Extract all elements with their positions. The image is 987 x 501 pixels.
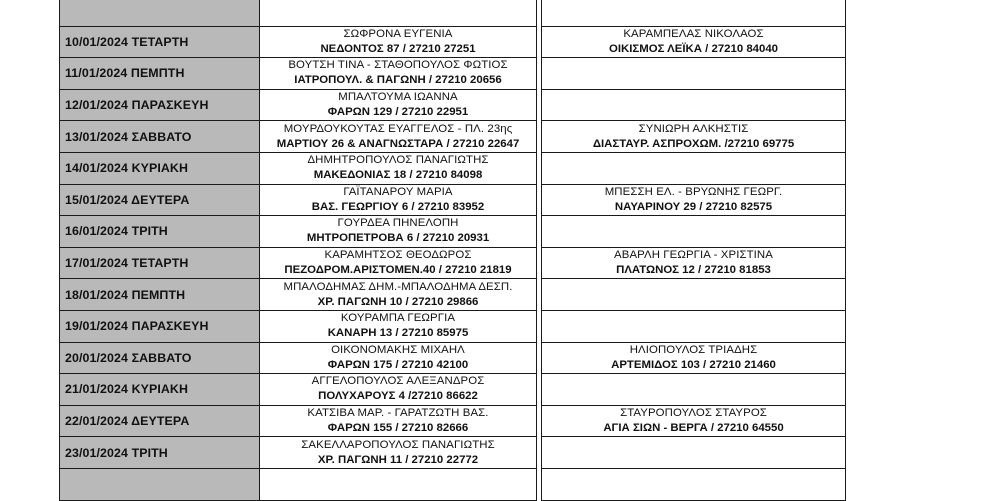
table-row (60, 468, 846, 500)
pharmacy-primary-name: ΓΟΥΡΔΕΑ ΠΗΝΕΛΟΠΗ (337, 217, 459, 230)
duty-date: 22/01/2024 (65, 414, 129, 429)
duty-weekday: ΣΑΒΒΑΤΟ (131, 350, 192, 365)
duty-date-cell (60, 216, 260, 248)
duty-date-cell (60, 310, 260, 342)
pharmacy-primary-name: ΑΓΓΕΛΟΠΟΥΛΟΣ ΑΛΕΞΑΝΔΡΟΣ (311, 375, 485, 388)
duty-date-cell (60, 26, 260, 58)
pharmacy-secondary-cell (542, 26, 846, 58)
duty-weekday: ΚΥΡΙΑΚΗ (131, 161, 189, 176)
pharmacy-secondary-cell (542, 468, 846, 500)
table-row (60, 279, 846, 311)
duty-date: 23/01/2024 (65, 445, 129, 460)
duty-date-cell (60, 184, 260, 216)
pharmacy-primary-address: ΠΟΛΥΧΑΡΟΥΣ 4 /27210 86622 (318, 390, 478, 403)
duty-date-cell (60, 342, 260, 374)
pharmacy-secondary-address: ΠΛΑΤΩΝΟΣ 12 / 27210 81853 (616, 264, 771, 277)
pharmacy-secondary-name: ΑΒΑΡΛΗ ΓΕΩΡΓΙΑ - ΧΡΙΣΤΙΝΑ (614, 249, 773, 262)
table-row (60, 342, 846, 374)
pharmacy-secondary-cell (542, 310, 846, 342)
pharmacy-secondary-name: ΗΛΙΟΠΟΥΛΟΣ ΤΡΙΑΔΗΣ (629, 343, 758, 356)
duty-weekday: ΠΑΡΑΣΚΕΥΗ (131, 98, 209, 113)
pharmacy-secondary-cell (542, 216, 846, 248)
duty-weekday: ΠΑΡΑΣΚΕΥΗ (131, 319, 209, 334)
pharmacy-primary-name: ΚΑΡΑΜΗΤΣΟΣ ΘΕΟΔΩΡΟΣ (324, 249, 472, 262)
pharmacy-primary-address: ΜΗΤΡΟΠΕΤΡΟΒΑ 6 / 27210 20931 (306, 232, 490, 245)
pharmacy-primary-name: ΚΟΥΡΑΜΠΑ ΓΕΩΡΓΙΑ (340, 312, 456, 325)
pharmacy-secondary-address: ΔΙΑΣΤΑΥΡ. ΑΣΠΡΟΧΩΜ. /27210 69775 (592, 137, 795, 150)
pharmacy-primary-address: ΧΡ. ΠΑΓΩΝΗ 10 / 27210 29866 (317, 295, 479, 308)
pharmacy-primary-address: ΜΑΚΕΔΟΝΙΑΣ 18 / 27210 84098 (313, 169, 483, 182)
duty-date-cell (60, 152, 260, 184)
duty-date: 18/01/2024 (65, 287, 129, 302)
table-row (60, 152, 846, 184)
pharmacy-primary-cell (260, 216, 537, 248)
duty-date: 19/01/2024 (65, 319, 129, 334)
duty-date: 17/01/2024 (65, 256, 129, 271)
pharmacy-primary-name: ΜΠΑΛΟΔΗΜΑΣ ΔΗΜ.-ΜΠΑΛΟΔΗΜΑ ΔΕΣΠ. (283, 280, 513, 293)
pharmacy-secondary-cell (542, 89, 846, 121)
pharmacy-primary-name: ΜΟΥΡΔΟΥΚΟΥΤΑΣ ΕΥΑΓΓΕΛΟΣ - ΠΛ. 23ης (283, 122, 513, 135)
pharmacy-primary-cell (260, 405, 537, 437)
pharmacy-secondary-cell (542, 152, 846, 184)
table-row (60, 184, 846, 216)
pharmacy-primary-name: ΟΙΚΟΝΟΜΑΚΗΣ ΜΙΧΑΗΛ (331, 343, 465, 356)
table-row (60, 374, 846, 406)
pharmacy-primary-address: ΚΑΝΑΡΗ 13 / 27210 85975 (327, 327, 469, 340)
duty-date: 12/01/2024 (65, 98, 129, 113)
pharmacy-primary-cell (260, 437, 537, 469)
pharmacy-primary-name: ΜΠΑΛΤΟΥΜΑ ΙΩΑΝΝΑ (338, 91, 458, 104)
pharmacy-primary-cell (260, 0, 537, 26)
table-row (60, 26, 846, 58)
pharmacy-secondary-cell (542, 58, 846, 90)
table-row (60, 121, 846, 153)
pharmacy-secondary-cell (542, 184, 846, 216)
duty-date: 16/01/2024 (65, 224, 129, 239)
table-row (60, 437, 846, 469)
pharmacy-primary-cell (260, 89, 537, 121)
pharmacy-primary-address: ΠΕΖΟΔΡΟΜ.ΑΡΙΣΤΟΜΕΝ.40 / 27210 21819 (284, 264, 512, 277)
pharmacy-primary-cell (260, 26, 537, 58)
duty-date-cell (60, 437, 260, 469)
roster-body (60, 0, 846, 500)
pharmacy-secondary-cell (542, 342, 846, 374)
pharmacy-secondary-address: ΑΡΤΕΜΙΔΟΣ 103 / 27210 21460 (611, 358, 776, 371)
pharmacy-primary-address: ΧΡ. ΠΑΓΩΝΗ 11 / 27210 22772 (317, 453, 479, 466)
pharmacy-secondary-cell (542, 121, 846, 153)
pharmacy-secondary-name: ΣΤΑΥΡΟΠΟΥΛΟΣ ΣΤΑΥΡΟΣ (620, 407, 767, 420)
pharmacy-secondary-address: ΑΓΙΑ ΣΙΩΝ - ΒΕΡΓΑ / 27210 64550 (603, 422, 784, 435)
pharmacy-primary-cell (260, 342, 537, 374)
pharmacy-primary-cell (260, 247, 537, 279)
pharmacy-secondary-cell (542, 374, 846, 406)
duty-weekday: ΤΕΤΑΡΤΗ (131, 34, 189, 49)
pharmacy-secondary-cell (542, 279, 846, 311)
pharmacy-secondary-name: ΚΑΡΑΜΠΕΛΑΣ ΝΙΚΟΛΑΟΣ (623, 27, 764, 40)
duty-date: 14/01/2024 (65, 161, 129, 176)
table-row (60, 405, 846, 437)
duty-date-cell (60, 279, 260, 311)
table-row (60, 0, 846, 26)
duty-weekday: ΠΕΜΠΤΗ (130, 66, 185, 81)
pharmacy-primary-address: ΙΑΤΡΟΠΟΥΛ. & ΠΑΓΩΝΗ / 27210 20656 (294, 74, 502, 87)
duty-date-cell (60, 468, 260, 500)
pharmacy-primary-address: ΦΑΡΩΝ 175 / 27210 42100 (327, 358, 469, 371)
pharmacy-primary-name: ΒΟΥΤΣΗ ΤΙΝΑ - ΣΤΑΘΟΠΟΥΛΟΣ ΦΩΤΙΟΣ (288, 59, 508, 72)
pharmacy-primary-address: ΜΑΡΤΙΟΥ 26 & ΑΝΑΓΝΩΣΤΑΡΑ / 27210 22647 (276, 137, 520, 150)
duty-weekday: ΣΑΒΒΑΤΟ (131, 129, 192, 144)
pharmacy-primary-name: ΚΑΤΣΙΒΑ ΜΑΡ. - ΓΑΡΑΤΖΩΤΗ ΒΑΣ. (307, 407, 489, 420)
duty-weekday: ΚΥΡΙΑΚΗ (131, 382, 189, 397)
duty-date-cell (60, 247, 260, 279)
pharmacy-secondary-cell (542, 0, 846, 26)
pharmacy-secondary-cell (542, 437, 846, 469)
pharmacy-primary-cell (260, 184, 537, 216)
duty-date: 10/01/2024 (65, 34, 129, 49)
duty-weekday: ΤΕΤΑΡΤΗ (131, 256, 189, 271)
pharmacy-secondary-address: ΝΑΥΑΡΙΝΟΥ 29 / 27210 82575 (614, 200, 773, 213)
duty-date-cell (60, 58, 260, 90)
pharmacy-primary-address: ΝΕΔΟΝΤΟΣ 87 / 27210 27251 (320, 42, 476, 55)
pharmacy-duty-roster (59, 0, 841, 501)
pharmacy-primary-cell (260, 310, 537, 342)
duty-date: 15/01/2024 (65, 192, 129, 207)
duty-weekday: ΤΡΙΤΗ (131, 445, 168, 460)
duty-date-cell (60, 0, 260, 26)
roster-table (59, 0, 846, 501)
pharmacy-primary-cell (260, 279, 537, 311)
table-row (60, 89, 846, 121)
duty-date-cell (60, 121, 260, 153)
pharmacy-primary-cell (260, 374, 537, 406)
duty-weekday: ΠΕΜΠΤΗ (131, 287, 186, 302)
duty-date-cell (60, 405, 260, 437)
duty-date: 11/01/2024 (65, 66, 128, 81)
pharmacy-primary-name: ΔΗΜΗΤΡΟΠΟΥΛΟΣ ΠΑΝΑΓΙΩΤΗΣ (307, 154, 489, 167)
pharmacy-primary-cell (260, 121, 537, 153)
duty-date: 13/01/2024 (65, 129, 129, 144)
duty-weekday: ΤΡΙΤΗ (131, 224, 168, 239)
pharmacy-primary-cell (260, 468, 537, 500)
pharmacy-secondary-name: ΜΠΕΣΣΗ ΕΛ. - ΒΡΥΩΝΗΣ ΓΕΩΡΓ. (604, 185, 783, 198)
table-row (60, 247, 846, 279)
pharmacy-primary-cell (260, 152, 537, 184)
duty-weekday: ΔΕΥΤΕΡΑ (131, 414, 190, 429)
pharmacy-primary-name: ΣΑΚΕΛΛΑΡΟΠΟΥΛΟΣ ΠΑΝΑΓΙΩΤΗΣ (301, 438, 495, 451)
table-row (60, 310, 846, 342)
pharmacy-secondary-name: ΣΥΝΙΩΡΗ ΑΛΚΗΣΤΙΣ (638, 122, 749, 135)
pharmacy-primary-address: ΒΑΣ. ΓΕΩΡΓΙΟΥ 6 / 27210 83952 (311, 200, 485, 213)
pharmacy-primary-name: ΓΑΪΤΑΝΑΡΟΥ ΜΑΡΙΑ (343, 185, 453, 198)
duty-date: 21/01/2024 (65, 382, 129, 397)
duty-weekday: ΔΕΥΤΕΡΑ (131, 192, 190, 207)
duty-date-cell (60, 89, 260, 121)
duty-date-cell (60, 374, 260, 406)
duty-date: 20/01/2024 (65, 350, 129, 365)
pharmacy-primary-address: ΦΑΡΩΝ 155 / 27210 82666 (327, 422, 469, 435)
pharmacy-secondary-cell (542, 405, 846, 437)
pharmacy-primary-name: ΣΩΦΡΟΝΑ ΕΥΓΕΝΙΑ (343, 27, 453, 40)
table-row (60, 58, 846, 90)
pharmacy-secondary-address: ΟΙΚΙΣΜΟΣ ΛΕΪΚΑ / 27210 84040 (609, 42, 778, 55)
table-row (60, 216, 846, 248)
pharmacy-secondary-cell (542, 247, 846, 279)
pharmacy-primary-cell (260, 58, 537, 90)
pharmacy-primary-address: ΦΑΡΩΝ 129 / 27210 22951 (327, 106, 469, 119)
